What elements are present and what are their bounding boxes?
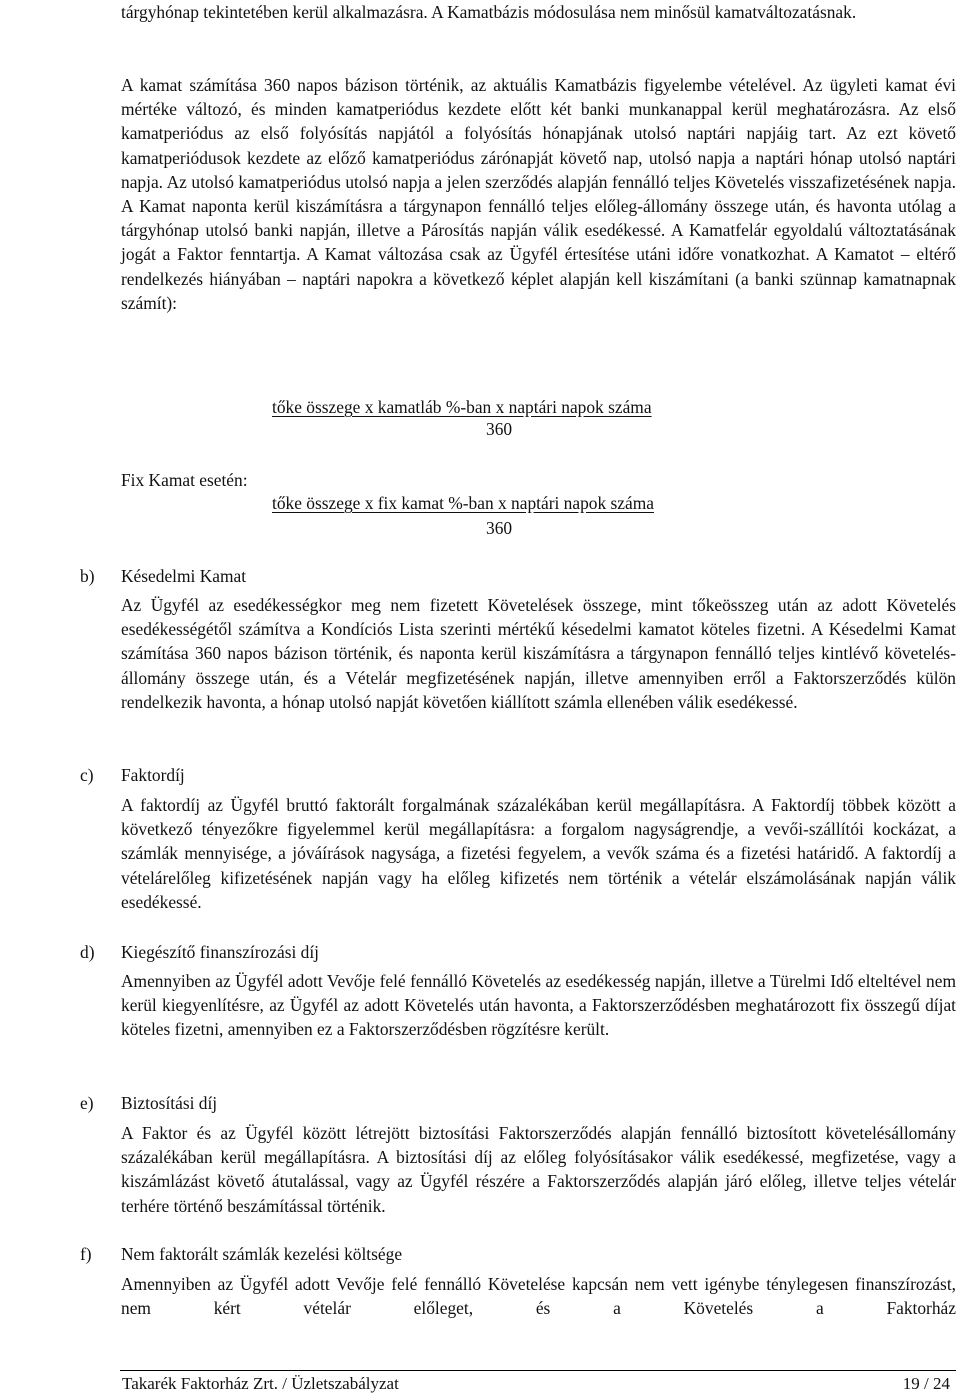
section-f-letter: f)	[80, 1244, 92, 1264]
footer-divider	[120, 1370, 956, 1371]
footer-company: Takarék Faktorház Zrt. / Üzletszabályzat	[122, 1374, 399, 1393]
fix-formula-denominator: 360	[486, 518, 513, 538]
intro-paragraph-2: A kamat számítása 360 napos bázison történik, az aktuális Kamatbázis figyelembe vételével. Az ügyleti kamat évi mértéke változó, és minden kamatperiódus kezdete előtt két banki munkanappal kerül meghatározásra. Az első kamatperiódus az első folyósítás napjától a folyósítás hónapjának utolsó naptári napjáig tart. Az ezt követő kamatperiódusok kezdete az előző kamatperiódus zárónapját követő nap, utolsó napja a naptári hónap utolsó naptári napja. Az utolsó kamatperiódus utolsó napja a jelen szerződés alapján fennálló teljes Követelés visszafizetésének napja. A Kamat naponta kerül kiszámításra a tárgynapon fennálló teljes előleg-állomány összege után, és havonta utólag a tárgyhónap utolsó banki napján, illetve a Párosítás napján válik esedékessé. A Kamatfelár egyoldalú változtatásának jogát a Faktor fenntartja. A Kamat változása csak az Ügyfél értesítése utáni időre vonatkozhat. A Kamatot – eltérő rendelkezés hiányában – naptári napokra a következő képlet alapján kell kiszámítani (a banki szünnap kamatnapnak számít):	[121, 75, 956, 313]
fix-formula-numerator: tőke összege x fix kamat %-ban x naptári napok száma	[272, 493, 654, 513]
section-f-text: Amennyiben az Ügyfél adott Vevője felé fennálló Követelése kapcsán nem vett igénybe ténylegesen finanszírozást, nem kért vételár előleget, és a Követelés a Faktorház	[121, 1274, 956, 1319]
fix-interest-label: Fix Kamat esetén:	[121, 470, 248, 490]
section-e-text: A Faktor és az Ügyfél között létrejött biztosítási Faktorszerződés alapján fennálló biztosított követelésállomány százalékában kerül megállapításra. A biztosítási díj az előleg folyósításakor válik esedékessé, megfizetése, vagy a kiszámlázást követő átutalással, vagy az Ügyfél részére a Faktorszerződés alapján járó előleg, illetve teljes vételár terhére történő beszámítással történik.	[121, 1123, 956, 1216]
section-b-text: Az Ügyfél az esedékességkor meg nem fizetett Követelések összege, mint tőkeösszeg után az adott Követelés esedékességétől számítva a Kondíciós Lista szerinti mértékű késedelmi kamatot köteles fizetni. A Késedelmi Kamat számítása 360 napos bázison történik, és naponta kerül kiszámításra a tárgynapon fennálló teljes kintlévő követelés-állomány összege után, és a Vételár megfizetésének napján, illetve amennyiben erről a Faktorszerződés külön rendelkezik havonta, a hónap utolsó napját követően kiállított számla ellenében válik esedékessé.	[121, 595, 956, 712]
section-e-letter: e)	[80, 1093, 94, 1113]
section-e-title: Biztosítási díj	[121, 1093, 218, 1113]
section-b-title: Késedelmi Kamat	[121, 566, 247, 586]
section-f-title: Nem faktorált számlák kezelési költsége	[121, 1244, 403, 1264]
section-b-letter: b)	[80, 566, 95, 586]
section-d-text: Amennyiben az Ügyfél adott Vevője felé fennálló Követelés az esedékesség napján, illetve a Türelmi Idő elteltével nem kerül kiegyenlítésre, az Ügyfél az adott Követelés után havonta, a Faktorszerződésben meghatározott fix összegű díjat köteles fizetni, amennyiben ez a Faktorszerződésben rögzítésre került.	[121, 971, 956, 1040]
section-d-title: Kiegészítő finanszírozási díj	[121, 942, 319, 962]
section-c-title: Faktordíj	[121, 765, 185, 785]
intro-paragraph-1: tárgyhónap tekintetében kerül alkalmazásra. A Kamatbázis módosulása nem minősül kamatváltozatásnak.	[121, 2, 857, 22]
footer-page-number: 19 / 24	[902, 1374, 950, 1393]
section-c-letter: c)	[80, 765, 94, 785]
section-c-text: A faktordíj az Ügyfél bruttó faktorált forgalmának százalékában kerül megállapításra. A Faktordíj többek között a következő tényezőkre figyelemmel kerül megállapításra: a forgalom nagyságrendje, a vevői-szállítói kockázat, a számlák mennyisége, a jóváírások nagysága, a fizetési fegyelem, a vevők száma és a fizetési határidő. A faktordíj a vételárelőleg kifizetésének napján vagy ha előleg kifizetés nem történik a vételár elszámolásának napján válik esedékessé.	[121, 795, 956, 912]
formula-numerator: tőke összege x kamatláb %-ban x naptári napok száma	[272, 397, 652, 417]
section-d-letter: d)	[80, 942, 95, 962]
formula-denominator: 360	[486, 419, 513, 439]
